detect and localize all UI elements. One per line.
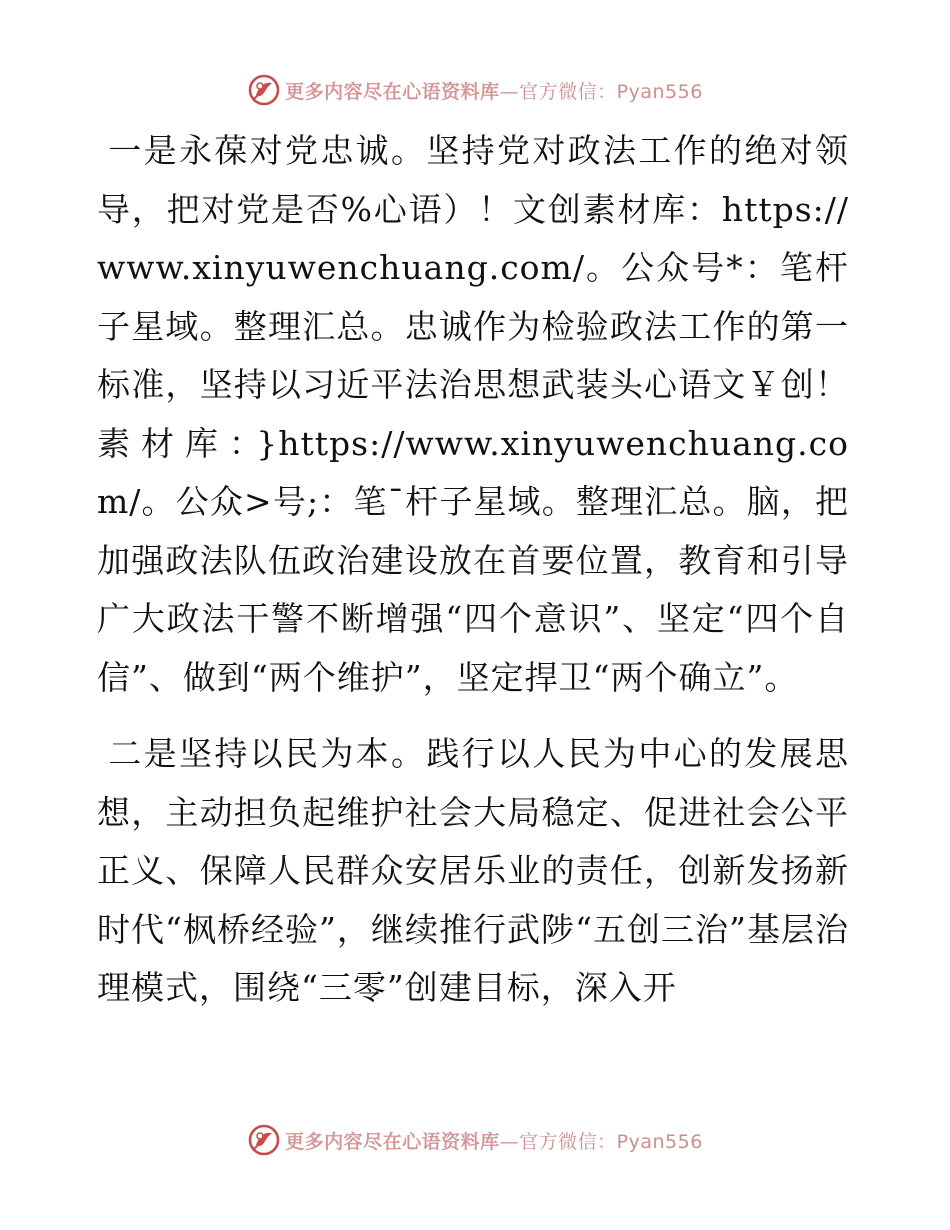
header-banner-dash: —: [499, 80, 520, 103]
header-banner: [0, 70, 950, 110]
header-banner-title: 更多内容尽在心语资料库: [285, 80, 500, 103]
xinyu-logo-icon: [247, 73, 281, 107]
paragraph-2-text: 二是坚持以民为本。践行以人民为中心的发展思想，主动担负起维护社会大局稳定、促进社会公平正义、保障人民群众安居乐业的责任，创新发扬新时代“枫桥经验”，继续推行武陟“五创三治”基层治理模式，围绕“三零”创建目标，深入开: [97, 734, 849, 1007]
paragraph-1: [97, 122, 849, 707]
paragraph-1-text: 一是永葆对党忠诚。坚持党对政法工作的绝对领导，把对党是否%心语）！文创素材库：https://www.xinyuwenchuang.com/。公众号*：笔杆子星域。整理汇总。忠诚作为检验政法工作的第一标准，坚持以习近平法治思想武装头心语文￥创！素材库：}https://www.xinyuwenchuang.com/。公众>号;：笔¯杆子星域。整理汇总。脑，把加强政法队伍政治建设放在首要位置，教育和引导广大政法干警不断增强“四个意识”、坚定“四个自信”、做到“两个维护”，坚定捍卫“两个确立”。: [97, 131, 849, 697]
document-body: [97, 122, 849, 1018]
header-banner-text: [285, 77, 703, 104]
header-wechat-label: 官方微信：Pyan556: [519, 80, 703, 103]
paragraph-2: [97, 725, 849, 1018]
footer-banner: [0, 1120, 950, 1160]
footer-banner-title: 更多内容尽在心语资料库: [285, 1130, 500, 1153]
footer-wechat-label: 官方微信：Pyan556: [519, 1130, 703, 1153]
xinyu-logo-icon: [247, 1123, 281, 1157]
footer-banner-dash: —: [499, 1130, 520, 1153]
footer-banner-text: [285, 1127, 703, 1154]
